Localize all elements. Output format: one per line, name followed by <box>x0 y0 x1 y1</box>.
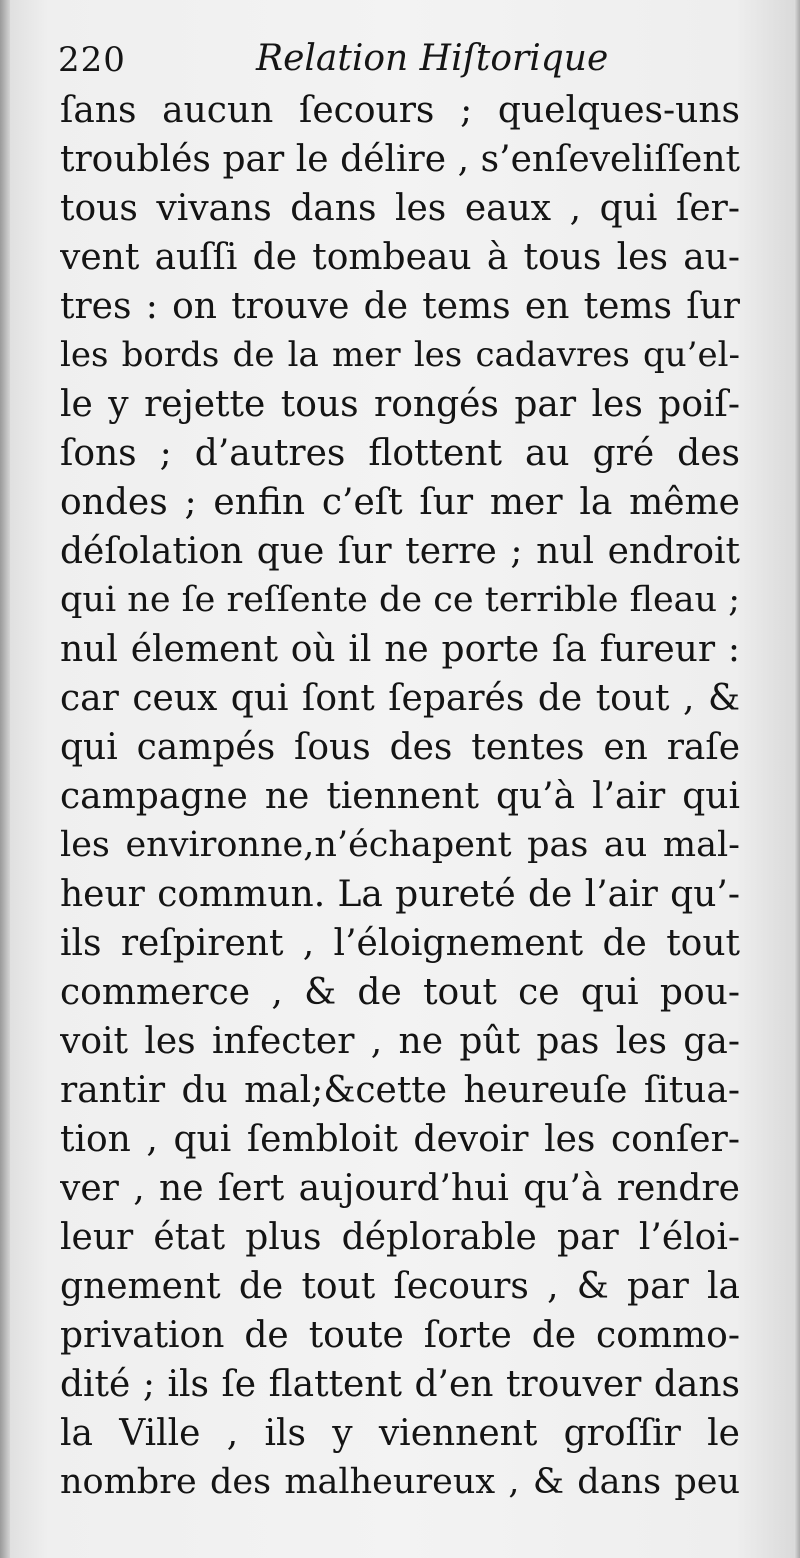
text-line: la Ville , ils y viennent groſſir le <box>60 1413 740 1454</box>
text-line: qui campés ſous des tentes en raſe <box>60 727 740 768</box>
text-line: campagne ne tiennent qu’à l’air qui <box>60 776 740 817</box>
text-line: vent auſſi de tombeau à tous les au- <box>60 237 740 278</box>
page-number: 220 <box>58 40 126 80</box>
text-line: les environne,n’échapent pas au mal- <box>60 825 740 865</box>
text-line: ſons ; d’autres flottent au gré des <box>60 433 740 474</box>
text-line: nul élement où il ne porte ſa fureur : <box>60 629 740 670</box>
text-line: car ceux qui ſont ſeparés de tout , & <box>60 678 740 719</box>
text-line: tion , qui ſembloit devoir les conſer- <box>60 1119 740 1160</box>
text-line: ils reſpirent , l’éloignement de tout <box>60 923 740 964</box>
text-line: leur état plus déplorable par l’éloi- <box>60 1217 740 1258</box>
text-line: gnement de tout ſecours , & par la <box>60 1266 740 1307</box>
body-text <box>60 86 740 1507</box>
text-line: dité ; ils ſe flattent d’en trouver dans <box>60 1364 740 1405</box>
page-right-edge <box>794 0 800 1558</box>
text-line: nombre des malheureux , & dans peu <box>60 1462 740 1502</box>
text-line: ver , ne ſert aujourd’hui qu’à rendre <box>60 1168 740 1209</box>
text-line: le y rejette tous rongés par les poiſ- <box>60 384 740 425</box>
text-line: voit les infecter , ne pût pas les ga- <box>60 1021 740 1062</box>
text-line: tres : on trouve de tems en tems ſur <box>60 286 740 327</box>
text-line: tous vivans dans les eaux , qui ſer- <box>60 188 740 229</box>
text-line: heur commun. La pureté de l’air qu’- <box>60 874 740 915</box>
text-line: ſans aucun ſecours ; quelques-uns <box>60 90 740 131</box>
text-line: ondes ; enfin c’eſt ſur mer la même <box>60 482 740 523</box>
text-line: déſolation que ſur terre ; nul endroit <box>60 531 740 572</box>
text-line: commerce , & de tout ce qui pou- <box>60 972 740 1013</box>
running-title: Relation Hiſtorique <box>256 38 609 79</box>
page-header <box>58 34 748 88</box>
text-line: les bords de la mer les cadavres qu’el- <box>60 335 740 375</box>
text-line: qui ne ſe reſſente de ce terrible fleau ; <box>60 580 740 620</box>
text-line: troublés par le délire , s’enſeveliſſent <box>60 139 740 180</box>
text-line: privation de toute ſorte de commo- <box>60 1315 740 1356</box>
text-line: rantir du mal;&cette heureuſe ſitua- <box>60 1070 740 1111</box>
page-left-edge <box>0 0 10 1558</box>
